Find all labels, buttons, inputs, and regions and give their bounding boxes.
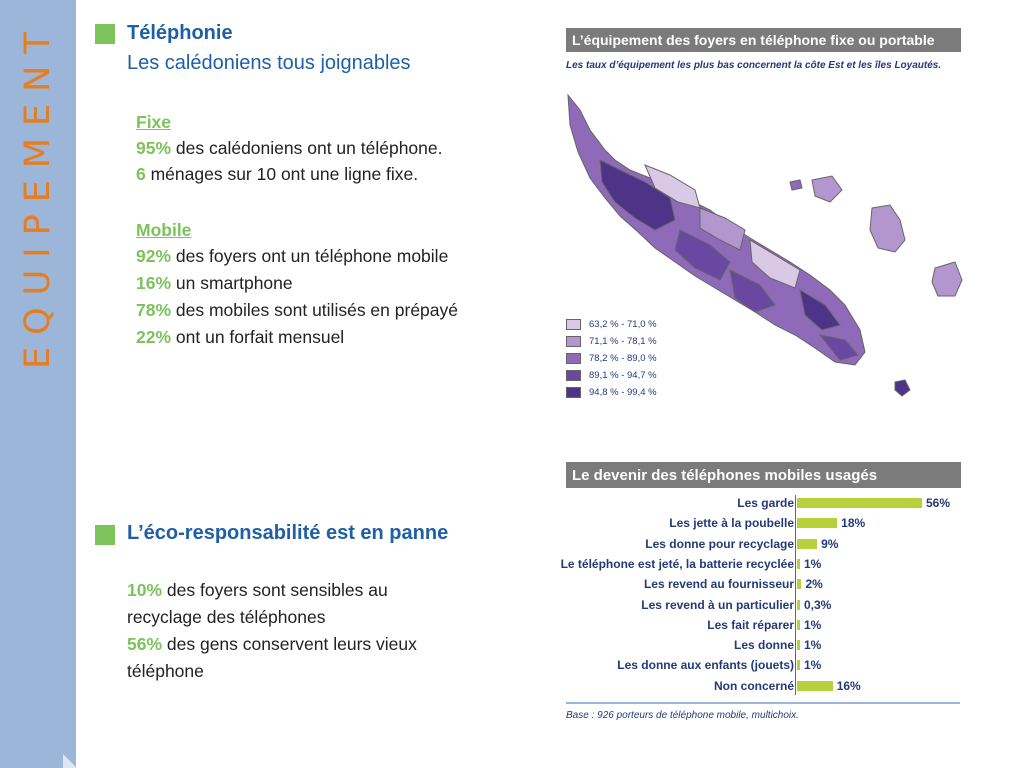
eco-line-2-cont: téléphone bbox=[127, 661, 204, 681]
bar-category-label: Les donne aux enfants (jouets) bbox=[617, 658, 794, 673]
section-bullet-square bbox=[95, 24, 115, 44]
legend-swatch bbox=[566, 336, 581, 347]
eco-line-1: 10% des foyers sont sensibles au bbox=[127, 580, 388, 600]
map-region bbox=[790, 180, 802, 190]
legend-swatch bbox=[566, 319, 581, 330]
bar-value-label: 1% bbox=[804, 617, 822, 632]
fixe-heading: Fixe bbox=[136, 112, 172, 132]
section-bullet-square bbox=[95, 525, 115, 545]
bar bbox=[797, 498, 922, 508]
bar-category-label: Les donne bbox=[733, 638, 794, 653]
bar-category-label: Les donne pour recyclage bbox=[645, 536, 794, 551]
bar bbox=[797, 539, 817, 549]
legend-swatch bbox=[566, 370, 581, 381]
bar bbox=[797, 660, 800, 670]
map-region bbox=[812, 176, 842, 202]
map-legend-item: 89,1 % - 94,7 % bbox=[566, 368, 657, 382]
chart-footer-divider bbox=[566, 702, 960, 704]
map-region bbox=[932, 262, 962, 296]
bar-value-label: 2% bbox=[805, 577, 823, 592]
bar-category-label: Le téléphone est jeté, la batterie recyclée bbox=[560, 556, 794, 571]
page-fold bbox=[63, 754, 77, 768]
bar bbox=[797, 600, 800, 610]
section-side-title: EQUIPEMENT bbox=[18, 20, 58, 369]
section1-title: Téléphonie bbox=[127, 22, 233, 44]
mobile-line-1: 92% des foyers ont un téléphone mobile bbox=[136, 246, 449, 266]
bar bbox=[797, 559, 800, 569]
bar bbox=[797, 518, 837, 528]
mobile-heading: Mobile bbox=[136, 220, 192, 240]
mobile-line-2: 16% un smartphone bbox=[136, 273, 293, 293]
bar-category-label: Les garde bbox=[737, 496, 794, 510]
section1-subtitle: Les calédoniens tous joignables bbox=[127, 52, 411, 74]
bar-value-label: 9% bbox=[821, 536, 839, 551]
bar-value-label: 16% bbox=[836, 678, 861, 693]
eco-line-1-cont: recyclage des téléphones bbox=[127, 607, 326, 627]
bar-value-label: 1% bbox=[804, 638, 822, 653]
map-legend-item: 63,2 % - 71,0 % bbox=[566, 317, 657, 331]
legend-swatch bbox=[566, 353, 581, 364]
bar bbox=[797, 681, 833, 691]
bar-category-label: Les revend au fournisseur bbox=[643, 577, 794, 592]
map-legend-item: 71,1 % - 78,1 % bbox=[566, 334, 657, 348]
bar-category-label: Les jette à la poubelle bbox=[669, 516, 794, 531]
map-panel-title: L’équipement des foyers en téléphone fixe ou portable bbox=[566, 28, 961, 52]
map-region bbox=[600, 160, 675, 230]
fixe-line-1: 95% des calédoniens ont un téléphone. bbox=[136, 138, 443, 158]
bar-category-label: Les revend à un particulier bbox=[641, 597, 794, 612]
bar-category-label: Les fait réparer bbox=[707, 617, 794, 632]
map-legend-item: 94,8 % - 99,4 % bbox=[566, 385, 657, 399]
chart-footnote: Base : 926 porteurs de téléphone mobile, multichoix. bbox=[566, 710, 799, 721]
bar-category-label: Non concerné bbox=[713, 678, 794, 693]
section2-title: L’éco-responsabilité est en panne bbox=[127, 522, 449, 544]
legend-swatch bbox=[566, 387, 581, 398]
bar bbox=[797, 620, 800, 630]
bar bbox=[797, 640, 800, 650]
bar-value-label: 1% bbox=[804, 658, 822, 673]
eco-line-2: 56% des gens conservent leurs vieux bbox=[127, 634, 417, 654]
map-region bbox=[895, 380, 910, 396]
mobile-line-3: 78% des mobiles sont utilisés en prépayé bbox=[136, 300, 458, 320]
bar-value-label: 56% bbox=[926, 496, 951, 510]
bar-value-label: 1% bbox=[804, 556, 822, 571]
chart-panel-title: Le devenir des téléphones mobiles usagés bbox=[566, 462, 961, 488]
map-legend-item: 78,2 % - 89,0 % bbox=[566, 351, 657, 365]
chart-axis bbox=[795, 495, 796, 695]
map-panel-subtitle: Les taux d’équipement les plus bas concernent la côte Est et les îles Loyautés. bbox=[566, 60, 942, 71]
map-region bbox=[870, 205, 905, 252]
fixe-line-2: 6 ménages sur 10 ont une ligne fixe. bbox=[136, 164, 419, 184]
bar bbox=[797, 579, 801, 589]
bar-value-label: 18% bbox=[841, 516, 866, 531]
bar-value-label: 0,3% bbox=[804, 597, 832, 612]
mobile-line-4: 22% ont un forfait mensuel bbox=[136, 327, 345, 347]
